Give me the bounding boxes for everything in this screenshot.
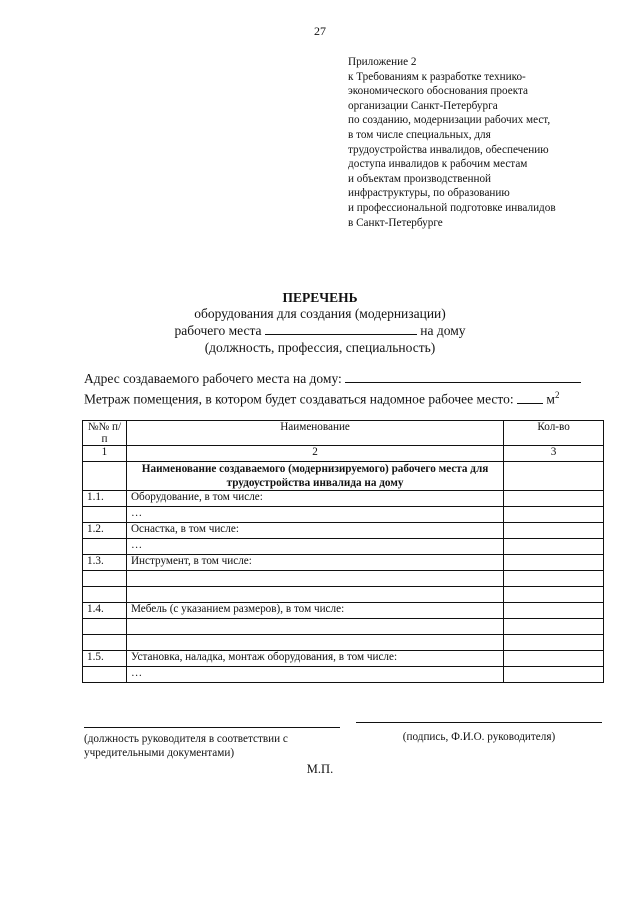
row-qty[interactable] [504,635,604,651]
row-num [83,619,127,635]
table-row [83,635,604,651]
col-number: 1 [83,446,127,462]
header-num: №№ п/п [83,421,127,446]
document-title: ПЕРЕЧЕНЬ [282,290,358,305]
row-qty[interactable] [504,619,604,635]
row-num [83,635,127,651]
stamp-place: М.П. [306,762,334,776]
row-name: … [126,667,503,683]
subtitle-line-3: (должность, профессия, специальность) [204,340,436,355]
row-num: 1.1. [83,491,127,507]
address-row [84,370,581,387]
header-name: Наименование [126,421,503,446]
table-row [83,491,604,507]
table-row [83,507,604,523]
appendix-line: Приложение 2 [348,56,417,68]
row-qty[interactable] [504,491,604,507]
row-qty[interactable] [504,539,604,555]
column-numbers-row [83,446,604,462]
table-header-row [83,421,604,446]
row-name [126,635,503,651]
section-empty-cell [83,462,127,491]
address-label: Адрес создаваемого рабочего места на дому: [84,371,342,386]
row-name: Мебель (с указанием размеров), в том числе: [126,603,503,619]
row-qty[interactable] [504,603,604,619]
row-qty[interactable] [504,555,604,571]
row-name: Оснастка, в том числе: [126,523,503,539]
equipment-table [82,420,604,683]
area-row [84,387,581,408]
appendix-line: доступа инвалидов к рабочим местам [348,158,528,171]
row-name [126,571,503,587]
row-num: 1.4. [83,603,127,619]
appendix-line: организации Санкт-Петербурга [348,99,498,112]
table-row [83,523,604,539]
subtitle-line-2 [0,322,640,339]
table-row [83,619,604,635]
appendix-block [348,55,556,230]
row-num: 1.3. [83,555,127,571]
area-label: Метраж помещения, в котором будет создаваться надомное рабочее место: [84,391,514,407]
col-number: 3 [504,446,604,462]
page-number: 27 [314,24,326,38]
section-row [83,462,604,491]
table-row [83,539,604,555]
area-unit: м [546,391,555,407]
appendix-line: по созданию, модернизации рабочих мест, [348,114,551,127]
row-num: 1.2. [83,523,127,539]
row-qty[interactable] [504,507,604,523]
subtitle-prefix: рабочего места [174,323,262,338]
row-num: 1.5. [83,651,127,667]
table-row [83,603,604,619]
row-qty[interactable] [504,587,604,603]
row-qty[interactable] [504,571,604,587]
col-number: 2 [126,446,503,462]
position-signature-line[interactable] [84,727,340,728]
header-qty: Кол-во [504,421,604,446]
subtitle-line-1: оборудования для создания (модернизации) [194,306,446,321]
area-unit-sup: 2 [554,390,560,400]
row-num [83,667,127,683]
appendix-line: трудоустройства инвалидов, обеспечению [348,143,549,156]
appendix-line: в Санкт-Петербурге [348,216,443,229]
area-blank-line[interactable] [517,391,543,404]
position-caption: (должность руководителя в соответствии с учредительными документами) [84,733,288,759]
section-empty-cell [504,462,604,491]
row-qty[interactable] [504,667,604,683]
row-name [126,587,503,603]
appendix-line: экономического обоснования проекта [348,85,528,98]
name-caption: (подпись, Ф.И.О. руководителя) [402,731,556,743]
row-qty[interactable] [504,523,604,539]
appendix-line: и объектам производственной [348,172,492,185]
name-signature-line[interactable] [356,722,602,723]
table-row [83,651,604,667]
row-name: Установка, наладка, монтаж оборудования, в том числе: [126,651,503,667]
address-blank-line[interactable] [345,370,581,383]
row-name [126,619,503,635]
row-name: Инструмент, в том числе: [126,555,503,571]
row-name: … [126,507,503,523]
row-num [83,507,127,523]
table-row [83,571,604,587]
row-qty[interactable] [504,651,604,667]
appendix-line: инфраструктуры, по образованию [348,187,510,200]
table-row [83,555,604,571]
fields-block [84,370,581,408]
row-num [83,571,127,587]
table-row [83,587,604,603]
appendix-line: в том числе специальных, для [348,128,491,141]
subtitle-suffix: на дому [420,323,466,338]
workplace-blank-line[interactable] [265,322,417,335]
row-num [83,539,127,555]
document-subtitle [0,305,640,356]
appendix-line: к Требованиям к разработке технико- [348,70,526,83]
row-num [83,587,127,603]
row-name: … [126,539,503,555]
table-row [83,667,604,683]
appendix-line: и профессиональной подготовке инвалидов [348,201,556,214]
row-name: Оборудование, в том числе: [126,491,503,507]
section-title: Наименование создаваемого (модернизируемого) рабочего места для трудоустройства инвалида на дому [126,462,503,491]
